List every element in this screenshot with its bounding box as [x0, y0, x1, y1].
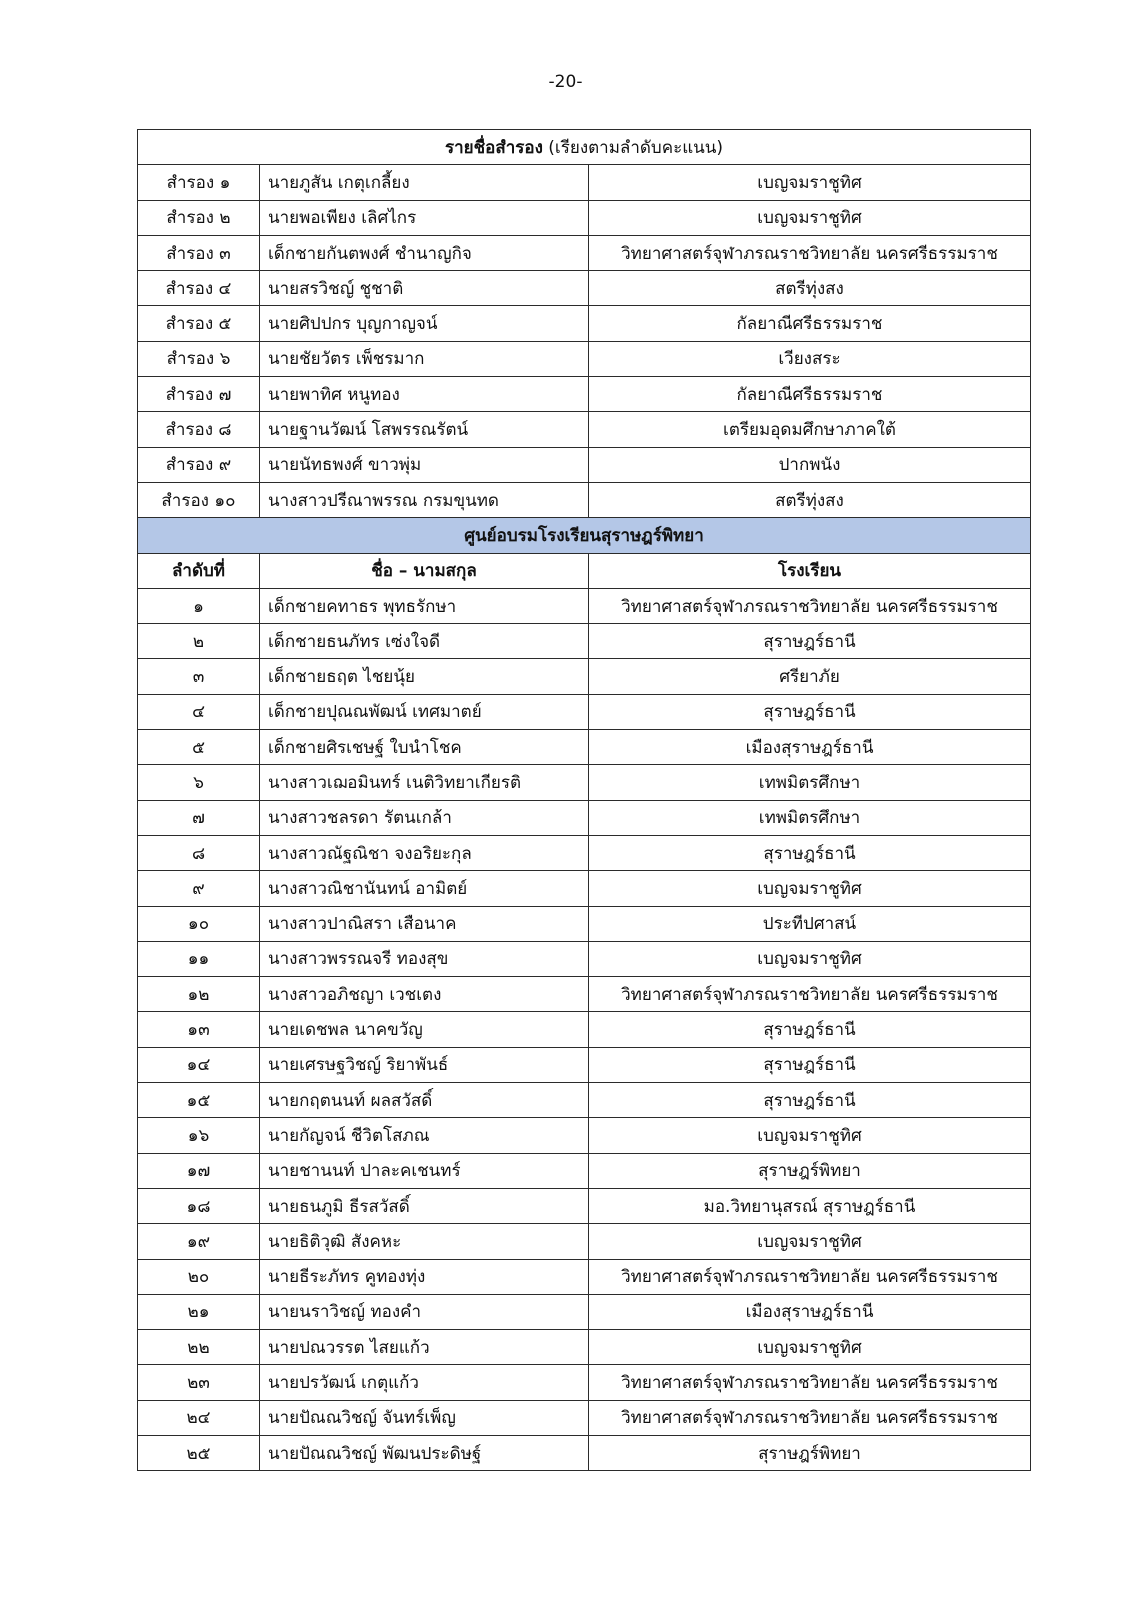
row-number: ๒๓	[138, 1365, 260, 1400]
row-number: ๑	[138, 588, 260, 623]
school-name: กัลยาณีศรีธรรมราช	[589, 306, 1031, 341]
reserve-row	[138, 341, 1031, 376]
table-row	[138, 1365, 1031, 1400]
school-name: สตรีทุ่งสง	[589, 482, 1031, 517]
student-name: นายปัณณวิชญ์ จันทร์เพ็ญ	[260, 1400, 589, 1435]
school-name: ประทีปศาสน์	[589, 906, 1031, 941]
row-number: ๒	[138, 624, 260, 659]
student-name: นางสาวชลรดา รัตนเกล้า	[260, 800, 589, 835]
school-name: วิทยาศาสตร์จุฬาภรณราชวิทยาลัย นครศรีธรรมราช	[589, 588, 1031, 623]
reserve-title-note: (เรียงตามลำดับคะแนน)	[542, 137, 724, 158]
row-number: ๑๒	[138, 977, 260, 1012]
student-name: นายกฤตนนท์ ผลสวัสดิ์	[260, 1083, 589, 1118]
school-name: ศรียาภัย	[589, 659, 1031, 694]
student-name: นายศิปปกร บุญกาญจน์	[260, 306, 589, 341]
reserve-row	[138, 271, 1031, 306]
table-row	[138, 659, 1031, 694]
row-number: ๘	[138, 835, 260, 870]
row-number: ๑๗	[138, 1153, 260, 1188]
school-name: เทพมิตรศึกษา	[589, 765, 1031, 800]
header-school: โรงเรียน	[589, 553, 1031, 588]
student-name: เด็กชายกันตพงศ์ ชำนาญกิจ	[260, 235, 589, 270]
row-number: ๕	[138, 730, 260, 765]
table-row	[138, 835, 1031, 870]
table-row	[138, 765, 1031, 800]
reserve-row	[138, 200, 1031, 235]
student-name: นางสาวอภิชญา เวชเตง	[260, 977, 589, 1012]
student-name: นางสาวณัฐณิชา จงอริยะกุล	[260, 835, 589, 870]
row-number: ๔	[138, 694, 260, 729]
reserve-row	[138, 165, 1031, 200]
row-number: ๗	[138, 800, 260, 835]
reserve-row	[138, 447, 1031, 482]
school-name: สุราษฎร์ธานี	[589, 835, 1031, 870]
reserve-number: สำรอง ๑	[138, 165, 260, 200]
school-name: สุราษฎร์ธานี	[589, 1047, 1031, 1082]
school-name: สุราษฎร์ธานี	[589, 694, 1031, 729]
reserve-title-row	[138, 130, 1031, 165]
row-number: ๒๐	[138, 1259, 260, 1294]
student-name: นายธีระภัทร คูทองทุ่ง	[260, 1259, 589, 1294]
table-row	[138, 977, 1031, 1012]
school-name: สตรีทุ่งสง	[589, 271, 1031, 306]
student-name: นางสาวปรีณาพรรณ กรมขุนทด	[260, 482, 589, 517]
school-name: สุราษฎร์ธานี	[589, 1012, 1031, 1047]
row-number: ๑๖	[138, 1118, 260, 1153]
table-row	[138, 1188, 1031, 1223]
student-name: นายนัทธพงศ์ ขาวพุ่ม	[260, 447, 589, 482]
table-row	[138, 694, 1031, 729]
header-number: ลำดับที่	[138, 553, 260, 588]
reserve-number: สำรอง ๙	[138, 447, 260, 482]
reserve-number: สำรอง ๓	[138, 235, 260, 270]
student-name: นายธิติวุฒิ สังคหะ	[260, 1224, 589, 1259]
table-row	[138, 1153, 1031, 1188]
student-name: เด็กชายศิรเชษฐ์ ใบนำโชค	[260, 730, 589, 765]
student-name: นางสาวพรรณจรี ทองสุข	[260, 941, 589, 976]
student-name: เด็กชายธฤต ไชยนุ้ย	[260, 659, 589, 694]
row-number: ๖	[138, 765, 260, 800]
reserve-number: สำรอง ๔	[138, 271, 260, 306]
table-row	[138, 730, 1031, 765]
table-row	[138, 906, 1031, 941]
table-row	[138, 1224, 1031, 1259]
school-name: เบญจมราชูทิศ	[589, 941, 1031, 976]
reserve-number: สำรอง ๒	[138, 200, 260, 235]
row-number: ๑๓	[138, 1012, 260, 1047]
student-name: นางสาวณิชานันทน์ อามิตย์	[260, 871, 589, 906]
row-number: ๑๔	[138, 1047, 260, 1082]
page-number: -20-	[548, 72, 583, 92]
school-name: เมืองสุราษฎร์ธานี	[589, 1294, 1031, 1329]
school-name: เบญจมราชูทิศ	[589, 200, 1031, 235]
table-row	[138, 1047, 1031, 1082]
table-row	[138, 871, 1031, 906]
row-number: ๑๐	[138, 906, 260, 941]
row-number: ๒๕	[138, 1435, 260, 1470]
table-row	[138, 1400, 1031, 1435]
reserve-title	[138, 130, 1031, 165]
table-row	[138, 1118, 1031, 1153]
row-number: ๑๙	[138, 1224, 260, 1259]
row-number: ๒๔	[138, 1400, 260, 1435]
school-name: วิทยาศาสตร์จุฬาภรณราชวิทยาลัย นครศรีธรรมราช	[589, 977, 1031, 1012]
center-title-row	[138, 518, 1031, 553]
row-number: ๑๕	[138, 1083, 260, 1118]
student-name: นายพอเพียง เลิศไกร	[260, 200, 589, 235]
table-row	[138, 1083, 1031, 1118]
student-name: นายชัยวัตร เพ็ชรมาก	[260, 341, 589, 376]
row-number: ๑๑	[138, 941, 260, 976]
column-header-row	[138, 553, 1031, 588]
school-name: วิทยาศาสตร์จุฬาภรณราชวิทยาลัย นครศรีธรรมราช	[589, 235, 1031, 270]
reserve-row	[138, 306, 1031, 341]
row-number: ๙	[138, 871, 260, 906]
student-name: นายพาทิศ หนูทอง	[260, 377, 589, 412]
table-row	[138, 1330, 1031, 1365]
student-name: นายธนภูมิ ธีรสวัสดิ์	[260, 1188, 589, 1223]
table-row	[138, 1259, 1031, 1294]
student-name: นายปัณณวิชญ์ พัฒนประดิษฐ์	[260, 1435, 589, 1470]
reserve-row	[138, 482, 1031, 517]
school-name: ปากพนัง	[589, 447, 1031, 482]
student-name: นายปณวรรต ไสยแก้ว	[260, 1330, 589, 1365]
school-name: เบญจมราชูทิศ	[589, 871, 1031, 906]
table-row	[138, 941, 1031, 976]
roster-table	[137, 129, 1031, 1471]
student-name: เด็กชายคทาธร พุทธรักษา	[260, 588, 589, 623]
school-name: วิทยาศาสตร์จุฬาภรณราชวิทยาลัย นครศรีธรรมราช	[589, 1400, 1031, 1435]
school-name: สุราษฎร์พิทยา	[589, 1153, 1031, 1188]
school-name: สุราษฎร์พิทยา	[589, 1435, 1031, 1470]
table-row	[138, 624, 1031, 659]
school-name: กัลยาณีศรีธรรมราช	[589, 377, 1031, 412]
school-name: เบญจมราชูทิศ	[589, 1330, 1031, 1365]
reserve-number: สำรอง ๕	[138, 306, 260, 341]
school-name: เบญจมราชูทิศ	[589, 1118, 1031, 1153]
table-row	[138, 1294, 1031, 1329]
reserve-row	[138, 412, 1031, 447]
table-row	[138, 1012, 1031, 1047]
center-title: ศูนย์อบรมโรงเรียนสุราษฎร์พิทยา	[138, 518, 1031, 553]
roster-body	[138, 130, 1031, 1471]
school-name: สุราษฎร์ธานี	[589, 624, 1031, 659]
school-name: วิทยาศาสตร์จุฬาภรณราชวิทยาลัย นครศรีธรรมราช	[589, 1259, 1031, 1294]
school-name: เบญจมราชูทิศ	[589, 1224, 1031, 1259]
student-name: นายสรวิชญ์ ชูชาติ	[260, 271, 589, 306]
school-name: เตรียมอุดมศึกษาภาคใต้	[589, 412, 1031, 447]
reserve-row	[138, 235, 1031, 270]
student-name: นายเดชพล นาคขวัญ	[260, 1012, 589, 1047]
header-name: ชื่อ – นามสกุล	[260, 553, 589, 588]
school-name: เบญจมราชูทิศ	[589, 165, 1031, 200]
school-name: เมืองสุราษฎร์ธานี	[589, 730, 1031, 765]
student-name: นายฐานวัฒน์ โสพรรณรัตน์	[260, 412, 589, 447]
student-name: นางสาวเฌอมินทร์ เนติวิทยาเกียรติ	[260, 765, 589, 800]
school-name: เวียงสระ	[589, 341, 1031, 376]
reserve-number: สำรอง ๗	[138, 377, 260, 412]
student-name: เด็กชายธนภัทร เซ่งใจดี	[260, 624, 589, 659]
reserve-title-bold: รายชื่อสำรอง	[444, 137, 543, 158]
student-name: นายเศรษฐวิชญ์ ริยาพันธ์	[260, 1047, 589, 1082]
reserve-number: สำรอง ๖	[138, 341, 260, 376]
row-number: ๓	[138, 659, 260, 694]
student-name: นายกัญจน์ ชีวิตโสภณ	[260, 1118, 589, 1153]
table-row	[138, 588, 1031, 623]
table-row	[138, 1435, 1031, 1470]
student-name: นายนราวิชญ์ ทองคำ	[260, 1294, 589, 1329]
row-number: ๒๒	[138, 1330, 260, 1365]
row-number: ๒๑	[138, 1294, 260, 1329]
school-name: มอ.วิทยานุสรณ์ สุราษฎร์ธานี	[589, 1188, 1031, 1223]
student-name: เด็กชายปุณณพัฒน์ เทศมาตย์	[260, 694, 589, 729]
reserve-row	[138, 377, 1031, 412]
school-name: เทพมิตรศึกษา	[589, 800, 1031, 835]
school-name: วิทยาศาสตร์จุฬาภรณราชวิทยาลัย นครศรีธรรมราช	[589, 1365, 1031, 1400]
row-number: ๑๘	[138, 1188, 260, 1223]
student-name: นายชานนท์ ปาละคเชนทร์	[260, 1153, 589, 1188]
student-name: นางสาวปาณิสรา เสือนาค	[260, 906, 589, 941]
reserve-number: สำรอง ๑๐	[138, 482, 260, 517]
school-name: สุราษฎร์ธานี	[589, 1083, 1031, 1118]
table-row	[138, 800, 1031, 835]
reserve-number: สำรอง ๘	[138, 412, 260, 447]
student-name: นายปรวัฒน์ เกตุแก้ว	[260, 1365, 589, 1400]
student-name: นายภูสัน เกตุเกลี้ยง	[260, 165, 589, 200]
